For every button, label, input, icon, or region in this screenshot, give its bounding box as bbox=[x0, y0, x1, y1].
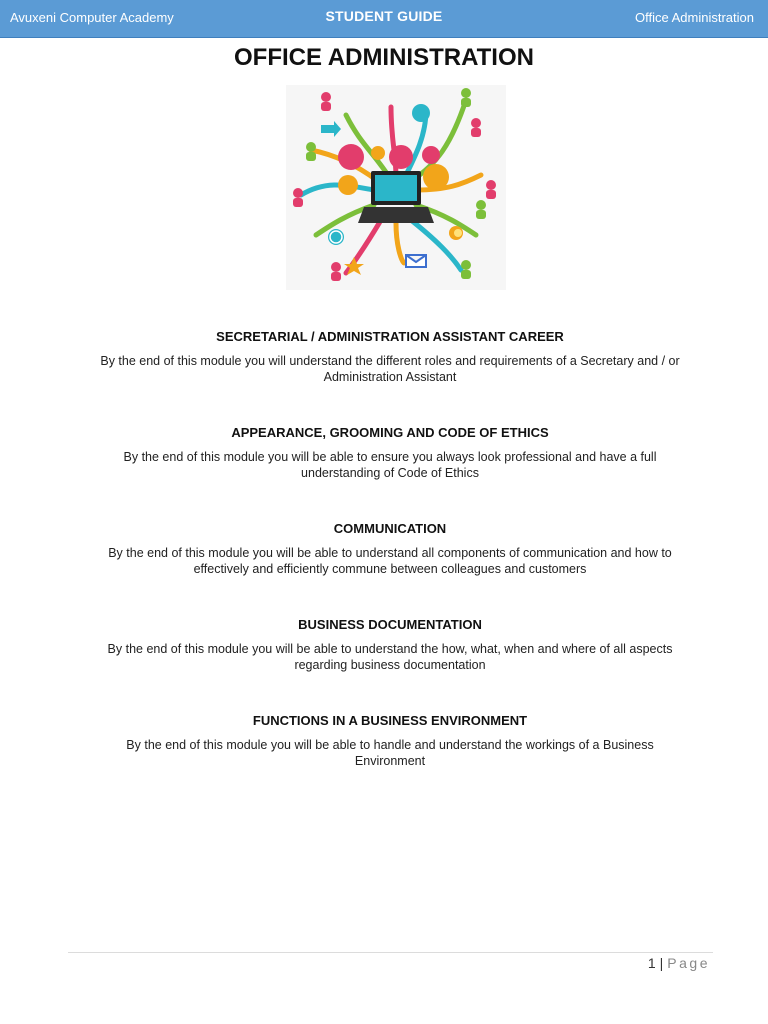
footer-separator: | bbox=[659, 955, 664, 971]
module-description-line: By the end of this module you will be able to understand all components of communication and how to bbox=[108, 546, 672, 560]
header-course-name: Office Administration bbox=[635, 10, 754, 25]
page-number: 1 bbox=[647, 955, 656, 971]
module-description bbox=[60, 353, 720, 385]
module-description-line: effectively and efficiently commune between colleagues and customers bbox=[193, 562, 587, 576]
page-label: Page bbox=[667, 955, 710, 971]
page-footer bbox=[648, 955, 710, 971]
module-section bbox=[60, 327, 720, 423]
module-heading: COMMUNICATION bbox=[333, 521, 447, 536]
module-description-line: Administration Assistant bbox=[323, 370, 457, 384]
module-description-line: regarding business documentation bbox=[294, 658, 486, 672]
module-description-line: Environment bbox=[354, 754, 426, 768]
module-description-line: By the end of this module you will be able to handle and understand the workings of a Business bbox=[126, 738, 654, 752]
header-academy-name: Avuxeni Computer Academy bbox=[10, 10, 174, 25]
illustration-graphic bbox=[286, 85, 506, 290]
module-description-line: By the end of this module you will understand the different roles and requirements of a Secretary and / or bbox=[100, 354, 680, 368]
document-title: OFFICE ADMINISTRATION bbox=[234, 44, 534, 71]
module-description-line: understanding of Code of Ethics bbox=[301, 466, 479, 480]
module-description-line: By the end of this module you will be able to understand the how, what, when and where of all aspects bbox=[107, 642, 673, 656]
module-section bbox=[60, 711, 720, 807]
header-guide-title: STUDENT GUIDE bbox=[325, 8, 443, 24]
module-description bbox=[60, 737, 720, 769]
module-list bbox=[60, 327, 720, 807]
module-section bbox=[60, 423, 720, 519]
module-heading: FUNCTIONS IN A BUSINESS ENVIRONMENT bbox=[252, 713, 528, 728]
module-heading: BUSINESS DOCUMENTATION bbox=[298, 617, 482, 632]
module-section bbox=[60, 519, 720, 615]
module-heading: APPEARANCE, GROOMING AND CODE OF ETHICS bbox=[231, 425, 549, 440]
module-heading: SECRETARIAL / ADMINISTRATION ASSISTANT CAREER bbox=[216, 329, 564, 344]
laptop-social-network-illustration-icon bbox=[286, 85, 506, 290]
module-description-line: By the end of this module you will be able to ensure you always look professional and have a full bbox=[123, 450, 657, 464]
module-section bbox=[60, 615, 720, 711]
module-description bbox=[60, 545, 720, 577]
module-description bbox=[60, 449, 720, 481]
page-header bbox=[0, 0, 768, 38]
footer-divider bbox=[68, 952, 713, 953]
module-description bbox=[60, 641, 720, 673]
